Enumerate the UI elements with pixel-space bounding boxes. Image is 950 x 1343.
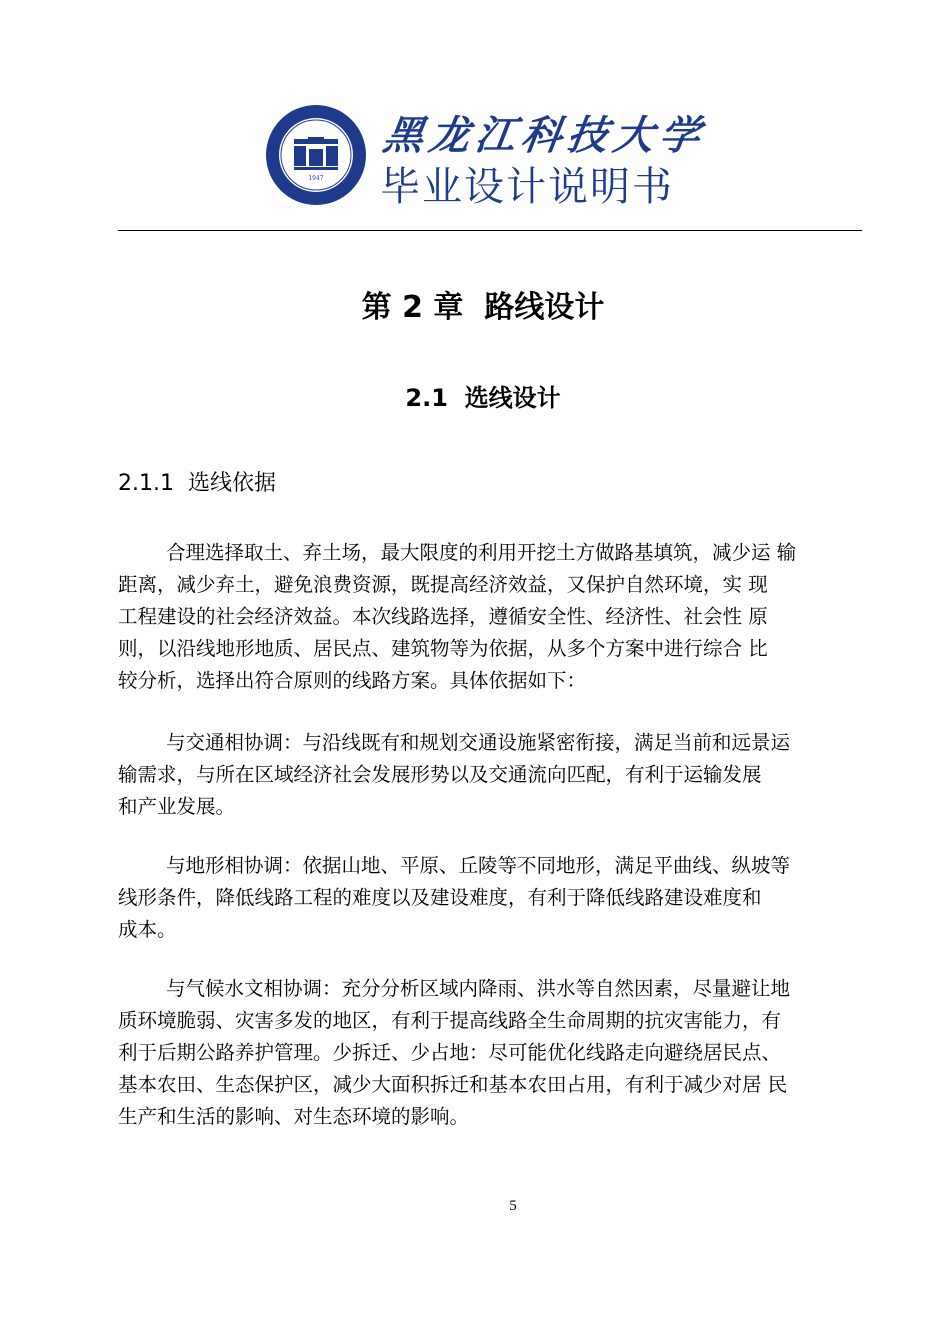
- paragraph-line: 基本农田、生态保护区，减少大面积拆迁和基本农田占用，有利于减少对居 民: [118, 1073, 788, 1096]
- paragraph-line: 生产和生活的影响、对生态环境的影响。: [118, 1105, 470, 1128]
- paragraph-line: 成本。: [118, 918, 177, 941]
- chapter-title: 第 2 章 路线设计: [361, 290, 605, 325]
- paragraph-line: 与交通相协调：与沿线既有和规划交通设施紧密衔接，满足当前和远景运: [166, 731, 791, 754]
- header-divider: [118, 230, 862, 231]
- university-name: 黑龙江科技大学: [380, 112, 709, 159]
- paragraph-2: [118, 727, 848, 823]
- paragraph-line: 利于后期公路养护管理。少拆迁、少占地：尽可能优化线路走向避绕居民点、: [118, 1041, 782, 1064]
- paragraph-line: 合理选择取土、弃土场，最大限度的利用开挖土方做路基填筑，减少运 输: [166, 541, 797, 564]
- section-title: 2.1 选线设计: [405, 384, 561, 412]
- page-number: 5: [509, 1198, 517, 1214]
- paragraph-line: 则，以沿线地形地质、居民点、建筑物等为依据，从多个方案中进行综合 比: [118, 637, 768, 660]
- paragraph-line: 输需求，与所在区域经济社会发展形势以及交通流向匹配，有利于运输发展: [118, 763, 762, 786]
- emblem-year: 1947: [308, 175, 324, 182]
- document-header: [264, 100, 709, 210]
- university-seal-icon: [264, 103, 368, 207]
- paragraph-line: 工程建设的社会经济效益。本次线路选择，遵循安全性、经济性、社会性 原: [118, 605, 768, 628]
- paragraph-line: 与地形相协调：依据山地、平原、丘陵等不同地形，满足平曲线、纵坡等: [166, 854, 791, 877]
- paragraph-line: 质环境脆弱、灾害多发的地区，有利于提高线路全生命周期的抗灾害能力，有: [118, 1009, 782, 1032]
- subsection-title: 2.1.1 选线依据: [118, 471, 276, 496]
- paragraph-line: 线形条件，降低线路工程的难度以及建设难度，有利于降低线路建设难度和: [118, 886, 762, 909]
- paragraph-line: 与气候水文相协调：充分分析区域内降雨、洪水等自然因素，尽量避让地: [166, 977, 791, 1000]
- paragraph-1: [118, 537, 848, 697]
- paragraph-line: 较分析，选择出符合原则的线路方案。具体依据如下：: [118, 669, 587, 692]
- paragraph-line: 距离，减少弃土，避免浪费资源，既提高经济效益，又保护自然环境，实 现: [118, 573, 768, 596]
- paragraph-4: [118, 973, 848, 1133]
- paragraph-line: 和产业发展。: [118, 795, 236, 818]
- document-title: 毕业设计说明书: [380, 164, 674, 210]
- paragraph-3: [118, 850, 848, 946]
